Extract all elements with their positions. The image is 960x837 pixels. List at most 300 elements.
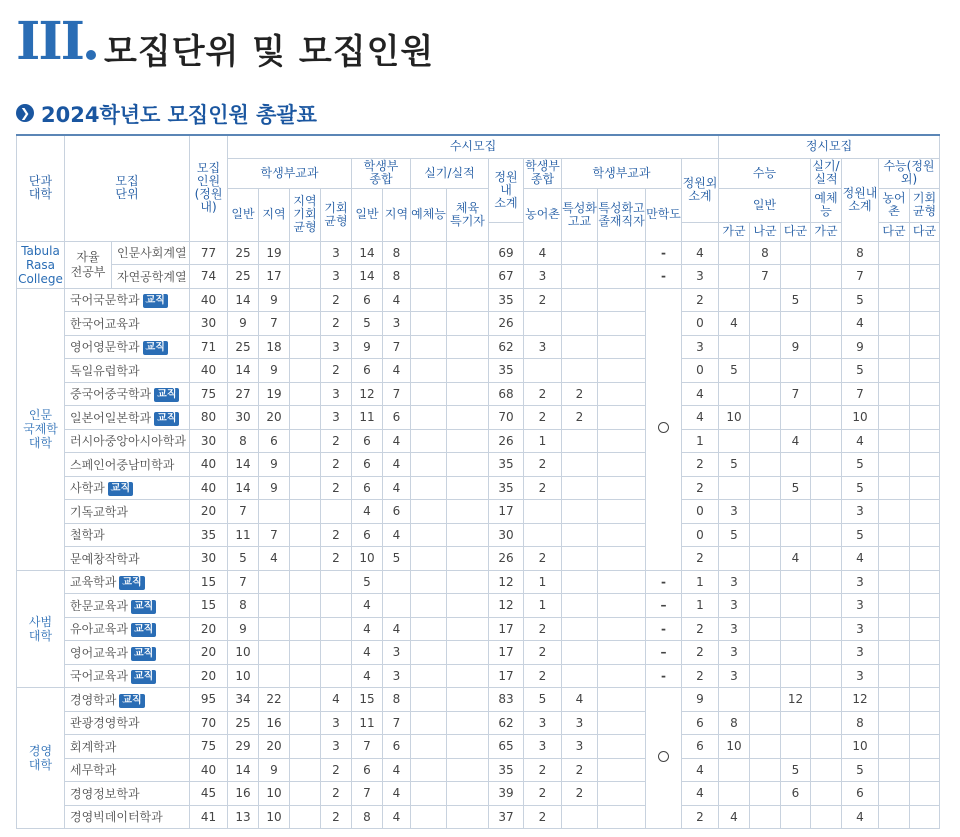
value-cell xyxy=(447,782,489,806)
value-cell: 41 xyxy=(190,805,228,829)
value-cell: 11 xyxy=(352,406,383,430)
value-cell: 4 xyxy=(352,500,383,524)
value-cell: 2 xyxy=(524,382,562,406)
header-unit: 모집 단위 xyxy=(65,135,190,241)
value-cell xyxy=(290,594,321,618)
header-suneung-outside: 수능(정원외) xyxy=(879,158,940,188)
value-cell xyxy=(562,241,598,265)
value-cell xyxy=(562,359,598,383)
college-cell: 인문 국제학 대학 xyxy=(17,288,65,570)
value-cell xyxy=(447,382,489,406)
value-cell: 16 xyxy=(259,711,290,735)
value-cell: 3 xyxy=(719,570,750,594)
value-cell: - xyxy=(646,265,682,289)
teaching-badge: 교직 xyxy=(131,647,156,661)
value-cell xyxy=(447,429,489,453)
value-cell: 9 xyxy=(259,476,290,500)
value-cell: 19 xyxy=(259,241,290,265)
value-cell xyxy=(879,594,910,618)
value-cell: 1 xyxy=(682,429,719,453)
value-cell: 3 xyxy=(321,335,352,359)
value-cell xyxy=(811,476,842,500)
value-cell: 35 xyxy=(489,476,524,500)
value-cell xyxy=(750,594,781,618)
value-cell xyxy=(750,758,781,782)
value-cell: 2 xyxy=(321,523,352,547)
value-cell: 2 xyxy=(562,382,598,406)
dept-label: 세무학과 xyxy=(70,763,117,778)
value-cell xyxy=(879,312,910,336)
value-cell: 7 xyxy=(842,382,879,406)
dept-name xyxy=(65,523,190,547)
value-cell xyxy=(811,641,842,665)
value-cell: 2 xyxy=(321,758,352,782)
value-cell xyxy=(447,453,489,477)
value-cell xyxy=(719,382,750,406)
value-cell: 12 xyxy=(352,382,383,406)
value-cell: 3 xyxy=(842,570,879,594)
value-cell xyxy=(524,500,562,524)
value-cell: 2 xyxy=(682,805,719,829)
value-cell: 35 xyxy=(489,453,524,477)
value-cell: - xyxy=(646,241,682,265)
value-cell: 69 xyxy=(489,241,524,265)
value-cell: 5 xyxy=(228,547,259,571)
value-cell: 6 xyxy=(352,288,383,312)
value-cell: 20 xyxy=(259,406,290,430)
teaching-badge: 교직 xyxy=(119,694,144,708)
value-cell: – xyxy=(646,594,682,618)
value-cell xyxy=(411,523,447,547)
college-cell: 경영 대학 xyxy=(17,688,65,829)
value-cell xyxy=(750,453,781,477)
value-cell: 6 xyxy=(259,429,290,453)
value-cell: 4 xyxy=(383,476,411,500)
value-cell xyxy=(910,288,940,312)
value-cell xyxy=(447,805,489,829)
value-cell xyxy=(411,735,447,759)
value-cell xyxy=(447,265,489,289)
value-cell: 2 xyxy=(524,476,562,500)
value-cell xyxy=(411,500,447,524)
value-cell xyxy=(811,664,842,688)
value-cell xyxy=(411,406,447,430)
dept-name xyxy=(65,312,190,336)
value-cell xyxy=(910,782,940,806)
value-cell xyxy=(290,641,321,665)
value-cell: 6 xyxy=(383,406,411,430)
value-cell: 8 xyxy=(383,688,411,712)
value-cell: 75 xyxy=(190,382,228,406)
value-cell xyxy=(811,312,842,336)
dept-label: 경영빅데이터학과 xyxy=(70,810,163,825)
value-cell xyxy=(811,288,842,312)
value-cell: 3 xyxy=(321,241,352,265)
value-cell: 35 xyxy=(489,758,524,782)
value-cell: 4 xyxy=(719,805,750,829)
value-cell: 14 xyxy=(352,241,383,265)
dept-label: 국어교육과 xyxy=(70,669,128,684)
value-cell xyxy=(562,265,598,289)
header-athletes: 체육 특기자 xyxy=(447,188,489,241)
value-cell: 4 xyxy=(383,453,411,477)
value-cell: 4 xyxy=(682,782,719,806)
value-cell: 62 xyxy=(489,335,524,359)
value-cell: 3 xyxy=(524,735,562,759)
table-row xyxy=(17,241,940,265)
value-cell: 10 xyxy=(228,664,259,688)
value-cell: 4 xyxy=(682,382,719,406)
value-cell: 95 xyxy=(190,688,228,712)
value-cell xyxy=(598,594,646,618)
value-cell: 3 xyxy=(562,735,598,759)
header-suneung: 수능 xyxy=(719,158,811,188)
value-cell xyxy=(259,500,290,524)
value-cell xyxy=(411,758,447,782)
value-cell: 15 xyxy=(190,594,228,618)
value-cell xyxy=(411,429,447,453)
value-cell: 68 xyxy=(489,382,524,406)
value-cell xyxy=(447,547,489,571)
header-comp-regional: 지역 xyxy=(383,188,411,241)
value-cell xyxy=(290,570,321,594)
value-cell: 2 xyxy=(682,617,719,641)
value-cell xyxy=(290,782,321,806)
value-cell xyxy=(562,594,598,618)
value-cell: 8 xyxy=(383,265,411,289)
value-cell: 65 xyxy=(489,735,524,759)
value-cell xyxy=(290,547,321,571)
value-cell xyxy=(290,429,321,453)
value-cell xyxy=(910,570,940,594)
value-cell xyxy=(719,241,750,265)
value-cell: 25 xyxy=(228,711,259,735)
value-cell xyxy=(290,523,321,547)
value-cell xyxy=(411,782,447,806)
header-general: 일반 xyxy=(228,188,259,241)
value-cell xyxy=(562,547,598,571)
value-cell: 17 xyxy=(489,664,524,688)
value-cell: 4 xyxy=(383,359,411,383)
value-cell: 4 xyxy=(842,429,879,453)
value-cell xyxy=(411,382,447,406)
value-cell: 12 xyxy=(489,570,524,594)
value-cell xyxy=(719,547,750,571)
value-cell xyxy=(290,617,321,641)
value-cell xyxy=(290,265,321,289)
value-cell xyxy=(447,523,489,547)
value-cell xyxy=(598,617,646,641)
value-cell: 30 xyxy=(190,312,228,336)
value-cell: 4 xyxy=(682,406,719,430)
value-cell: 3 xyxy=(524,335,562,359)
value-cell xyxy=(750,312,781,336)
value-cell xyxy=(598,241,646,265)
value-cell: 5 xyxy=(842,523,879,547)
value-cell: 14 xyxy=(228,476,259,500)
table-row xyxy=(17,735,940,759)
value-cell: 20 xyxy=(190,664,228,688)
value-cell: 7 xyxy=(842,265,879,289)
value-cell xyxy=(447,758,489,782)
value-cell: 2 xyxy=(321,476,352,500)
value-cell xyxy=(719,288,750,312)
table-row xyxy=(17,664,940,688)
value-cell xyxy=(750,406,781,430)
value-cell: 19 xyxy=(259,382,290,406)
value-cell xyxy=(411,805,447,829)
table-row xyxy=(17,805,940,829)
dept-name xyxy=(65,429,190,453)
dept-label: 영어영문학과 xyxy=(70,340,140,355)
value-cell: 4 xyxy=(842,312,879,336)
value-cell xyxy=(290,805,321,829)
header-ga-2: 가군 xyxy=(811,222,842,241)
value-cell xyxy=(781,594,811,618)
value-cell xyxy=(411,664,447,688)
header-susi-outside-spacer xyxy=(682,222,719,241)
value-cell xyxy=(290,288,321,312)
header-comprehensive: 학생부 종합 xyxy=(352,158,411,188)
value-cell: 62 xyxy=(489,711,524,735)
value-cell xyxy=(781,664,811,688)
value-cell xyxy=(781,265,811,289)
adult-circle-cell xyxy=(646,688,682,829)
value-cell: 7 xyxy=(781,382,811,406)
value-cell: 5 xyxy=(719,453,750,477)
value-cell xyxy=(447,241,489,265)
value-cell: 10 xyxy=(719,735,750,759)
value-cell: 2 xyxy=(524,664,562,688)
value-cell xyxy=(290,406,321,430)
value-cell xyxy=(598,359,646,383)
value-cell: 2 xyxy=(321,288,352,312)
value-cell: 4 xyxy=(352,617,383,641)
value-cell xyxy=(719,429,750,453)
value-cell: 4 xyxy=(352,664,383,688)
value-cell: 9 xyxy=(259,288,290,312)
value-cell xyxy=(910,265,940,289)
value-cell xyxy=(719,335,750,359)
value-cell xyxy=(411,570,447,594)
value-cell xyxy=(598,805,646,829)
value-cell xyxy=(447,617,489,641)
value-cell: 20 xyxy=(190,617,228,641)
value-cell xyxy=(910,335,940,359)
value-cell xyxy=(879,641,910,665)
value-cell xyxy=(811,265,842,289)
value-cell xyxy=(598,312,646,336)
value-cell: 6 xyxy=(682,711,719,735)
value-cell xyxy=(910,523,940,547)
value-cell: 10 xyxy=(228,641,259,665)
value-cell: 2 xyxy=(562,782,598,806)
header-da-2: 다군 xyxy=(879,222,910,241)
value-cell xyxy=(524,359,562,383)
value-cell xyxy=(879,359,910,383)
value-cell: 26 xyxy=(489,429,524,453)
value-cell: 17 xyxy=(489,617,524,641)
table-row xyxy=(17,429,940,453)
dept-name xyxy=(65,782,190,806)
circle-icon xyxy=(658,422,669,433)
value-cell: 4 xyxy=(383,758,411,782)
value-cell xyxy=(750,641,781,665)
value-cell: 4 xyxy=(383,288,411,312)
value-cell: 37 xyxy=(489,805,524,829)
value-cell xyxy=(447,664,489,688)
teaching-badge: 교직 xyxy=(154,388,179,402)
value-cell: 1 xyxy=(524,570,562,594)
value-cell xyxy=(750,688,781,712)
value-cell: 7 xyxy=(352,735,383,759)
value-cell xyxy=(910,688,940,712)
value-cell: 30 xyxy=(489,523,524,547)
value-cell: 7 xyxy=(750,265,781,289)
value-cell: 0 xyxy=(682,500,719,524)
dept-label: 사학과 xyxy=(70,481,105,496)
value-cell: 5 xyxy=(352,570,383,594)
value-cell xyxy=(910,476,940,500)
header-arts: 예체능 xyxy=(411,188,447,241)
value-cell: 14 xyxy=(228,288,259,312)
value-cell xyxy=(290,688,321,712)
value-cell: 22 xyxy=(259,688,290,712)
dept-name xyxy=(65,617,190,641)
chapter-number: III xyxy=(16,11,83,72)
value-cell: 2 xyxy=(524,641,562,665)
value-cell: 27 xyxy=(228,382,259,406)
value-cell xyxy=(290,711,321,735)
teaching-badge: 교직 xyxy=(119,576,144,590)
value-cell xyxy=(524,523,562,547)
value-cell xyxy=(811,782,842,806)
value-cell xyxy=(562,570,598,594)
value-cell xyxy=(811,594,842,618)
value-cell: 3 xyxy=(719,594,750,618)
value-cell xyxy=(411,476,447,500)
value-cell: 26 xyxy=(489,547,524,571)
value-cell xyxy=(524,312,562,336)
value-cell xyxy=(910,547,940,571)
dept-name xyxy=(65,805,190,829)
value-cell xyxy=(811,382,842,406)
value-cell: 3 xyxy=(842,594,879,618)
value-cell: 7 xyxy=(228,500,259,524)
table-row xyxy=(17,382,940,406)
value-cell xyxy=(781,312,811,336)
table-row xyxy=(17,406,940,430)
table-row xyxy=(17,500,940,524)
value-cell: 2 xyxy=(321,782,352,806)
value-cell xyxy=(719,265,750,289)
value-cell xyxy=(598,735,646,759)
table-row xyxy=(17,547,940,571)
header-j-general: 일반 xyxy=(719,188,811,222)
value-cell: 3 xyxy=(719,641,750,665)
value-cell: 14 xyxy=(228,359,259,383)
table-row xyxy=(17,711,940,735)
value-cell xyxy=(598,782,646,806)
value-cell xyxy=(290,312,321,336)
value-cell: 2 xyxy=(524,617,562,641)
value-cell: 3 xyxy=(682,335,719,359)
dept-name xyxy=(65,758,190,782)
value-cell: 4 xyxy=(259,547,290,571)
value-cell xyxy=(447,711,489,735)
value-cell xyxy=(411,547,447,571)
table-row xyxy=(17,453,940,477)
value-cell xyxy=(750,805,781,829)
chapter-dot xyxy=(86,50,96,60)
value-cell: 11 xyxy=(352,711,383,735)
value-cell xyxy=(598,429,646,453)
value-cell xyxy=(383,570,411,594)
value-cell xyxy=(447,735,489,759)
value-cell xyxy=(781,805,811,829)
dept-label: 자연공학계열 xyxy=(117,269,187,284)
value-cell xyxy=(910,664,940,688)
value-cell: 20 xyxy=(190,500,228,524)
table-row xyxy=(17,523,940,547)
value-cell: 14 xyxy=(352,265,383,289)
value-cell: 2 xyxy=(682,453,719,477)
value-cell xyxy=(879,523,910,547)
value-cell xyxy=(411,617,447,641)
value-cell xyxy=(598,570,646,594)
dept-label: 경영학과 xyxy=(70,692,117,707)
value-cell xyxy=(598,406,646,430)
header-comp-general: 일반 xyxy=(352,188,383,241)
value-cell xyxy=(910,429,940,453)
dept-name xyxy=(65,641,190,665)
teaching-badge: 교직 xyxy=(131,623,156,637)
value-cell: 10 xyxy=(719,406,750,430)
value-cell xyxy=(447,335,489,359)
value-cell xyxy=(447,359,489,383)
value-cell xyxy=(781,500,811,524)
value-cell xyxy=(811,359,842,383)
value-cell: 6 xyxy=(352,523,383,547)
value-cell: 80 xyxy=(190,406,228,430)
value-cell xyxy=(259,641,290,665)
value-cell: 45 xyxy=(190,782,228,806)
value-cell xyxy=(910,805,940,829)
value-cell xyxy=(290,241,321,265)
value-cell: 25 xyxy=(228,265,259,289)
value-cell: 35 xyxy=(190,523,228,547)
value-cell xyxy=(562,523,598,547)
value-cell xyxy=(811,711,842,735)
value-cell xyxy=(811,570,842,594)
value-cell: 10 xyxy=(842,406,879,430)
value-cell xyxy=(750,359,781,383)
table-row xyxy=(17,288,940,312)
value-cell xyxy=(910,312,940,336)
value-cell xyxy=(321,570,352,594)
value-cell xyxy=(411,335,447,359)
dept-name xyxy=(65,570,190,594)
value-cell: 29 xyxy=(228,735,259,759)
value-cell: 8 xyxy=(352,805,383,829)
dept-label: 러시아중앙아시아학과 xyxy=(70,434,186,449)
value-cell: 40 xyxy=(190,288,228,312)
value-cell: 15 xyxy=(352,688,383,712)
value-cell: 4 xyxy=(562,688,598,712)
value-cell: 4 xyxy=(524,241,562,265)
value-cell xyxy=(598,335,646,359)
dept-name xyxy=(65,476,190,500)
